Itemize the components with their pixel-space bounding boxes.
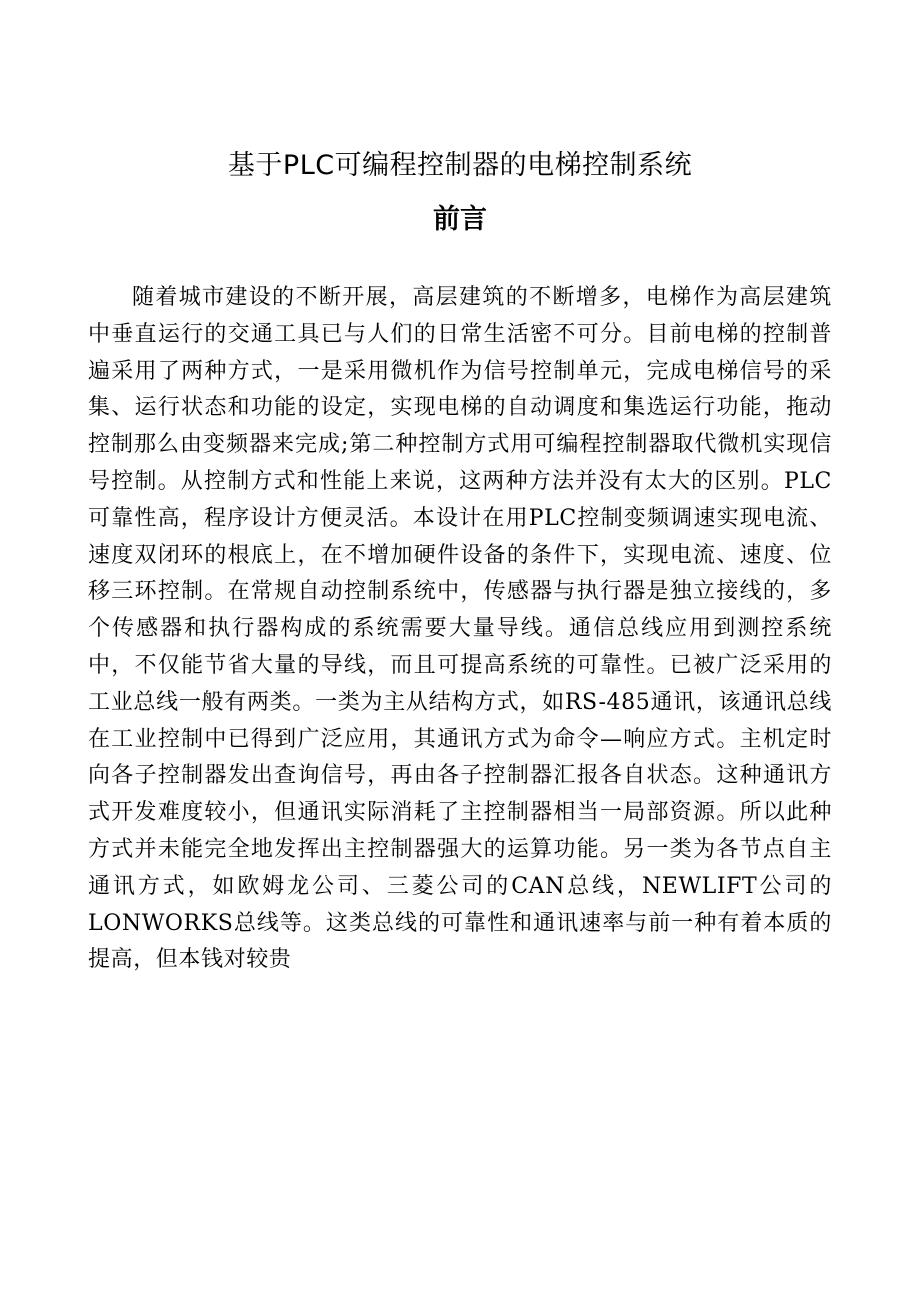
document-title: 基于PLC可编程控制器的电梯控制系统 — [227, 150, 693, 181]
section-heading: 前言 — [433, 204, 487, 235]
body-paragraph: 随着城市建设的不断开展，高层建筑的不断增多，电梯作为高层建筑中垂直运行的交通工具已与人们的日常生活密不可分。目前电梯的控制普遍采用了两种方式，一是采用微机作为信号控制单元，完成电梯信号的采集、运行状态和功能的设定，实现电梯的自动调度和集选运行功能，拖动控制那么由变频器来完成;第二种控制方式用可编程控制器取代微机实现信号控制。从控制方式和性能上来说，这两种方法并没有太大的区别。PLC可靠性高，程序设计方便灵活。本设计在用PLC控制变频调速实现电流、速度双闭环的根底上，在不增加硬件设备的条件下，实现电流、速度、位移三环控制。在常规自动控制系统中，传感器与执行器是独立接线的，多个传感器和执行器构成的系统需要大量导线。通信总线应用到测控系统中，不仅能节省大量的导线，而且可提高系统的可靠性。已被广泛采用的工业总线一般有两类。一类为主从结构方式，如RS-485通讯，该通讯总线在工业控制中已得到广泛应用，其通讯方式为命令—响应方式。主机定时向各子控制器发出查询信号，再由各子控制器汇报各自状态。这种通讯方式开发难度较小，但通讯实际消耗了主控制器相当一局部资源。所以此种方式并未能完全地发挥出主控制器强大的运算功能。另一类为各节点自主通讯方式，如欧姆龙公司、三菱公司的CAN总线，NEWLIFT公司的LONWORKS总线等。这类总线的可靠性和通讯速率与前一种有着本质的提高，但本钱对较贵 — [88, 285, 832, 973]
